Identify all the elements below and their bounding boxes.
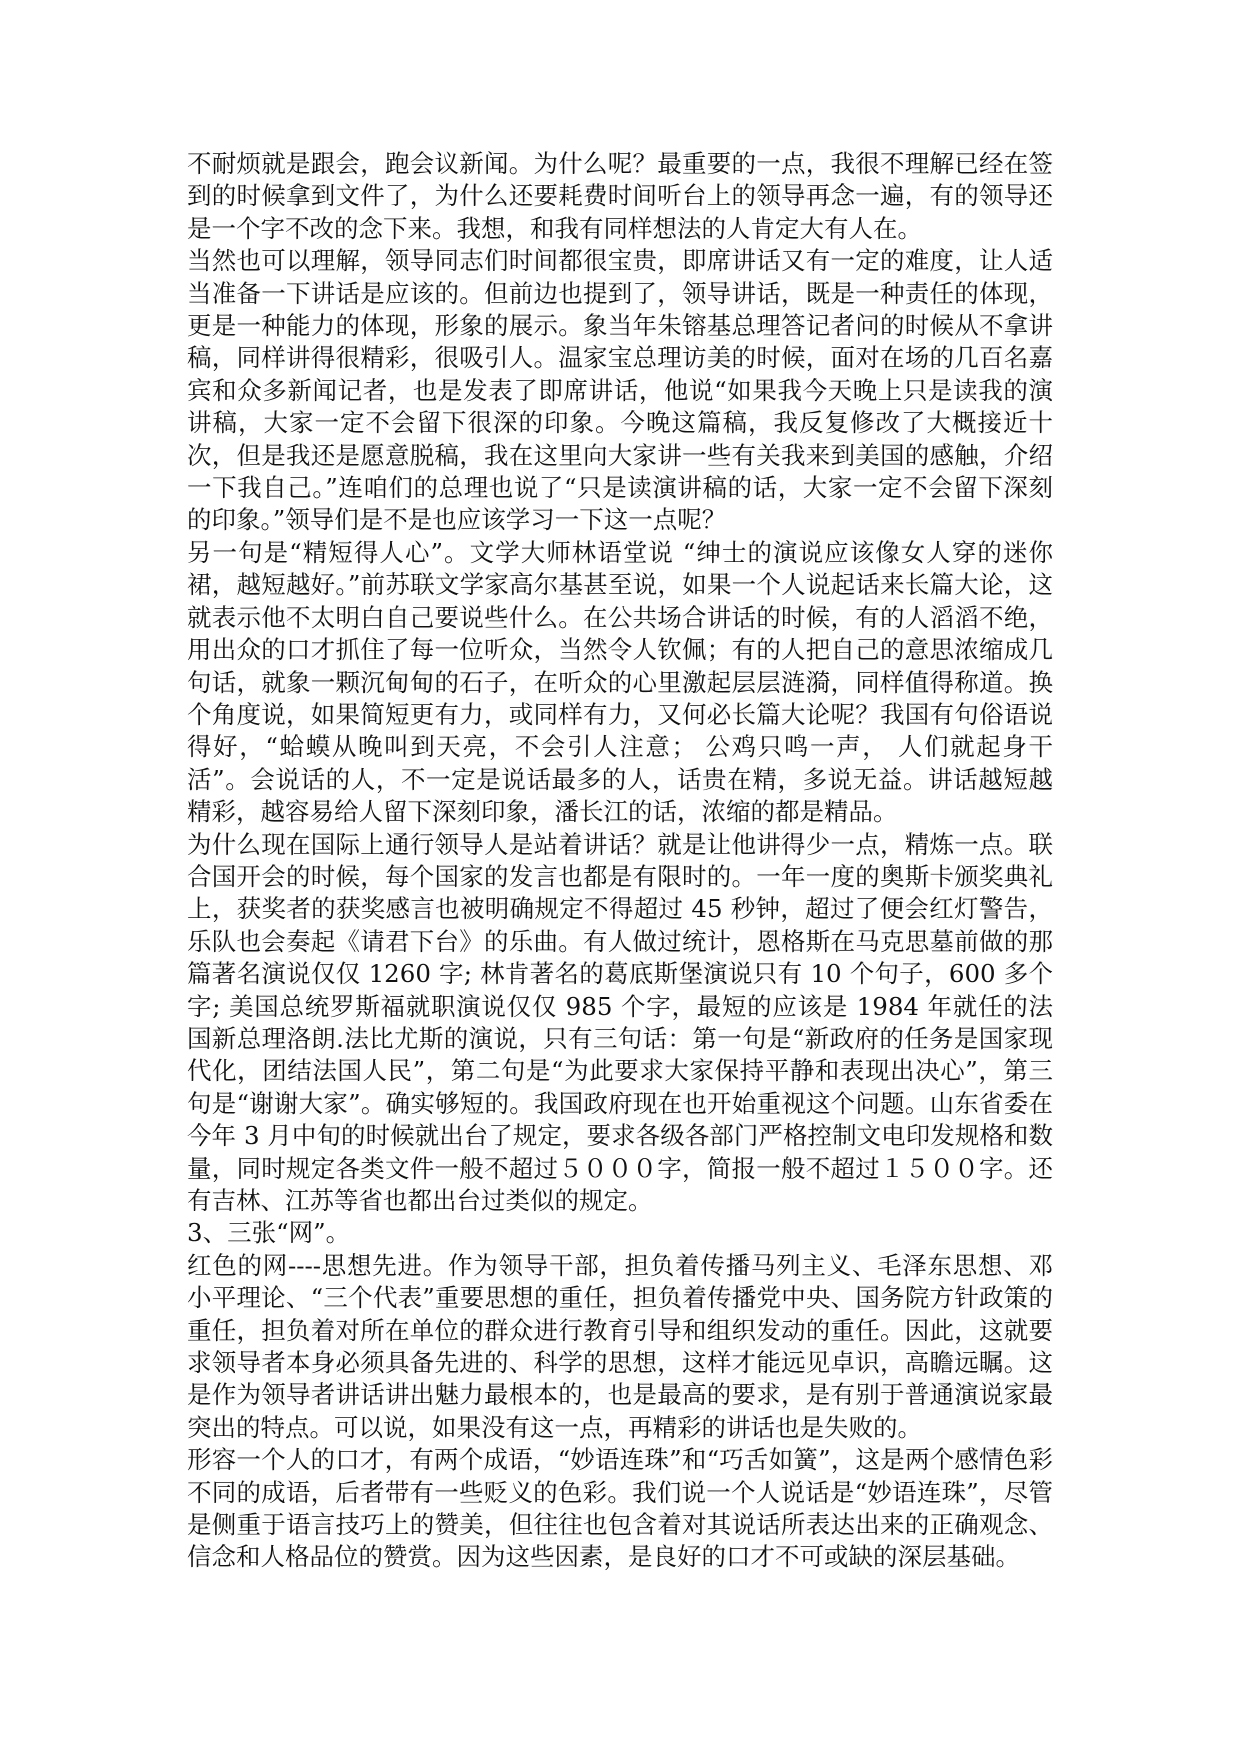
document-body	[187, 148, 1053, 1574]
paragraph: 形容一个人的口才，有两个成语，“妙语连珠”和“巧舌如簧”，这是两个感情色彩不同的成语，后者带有一些贬义的色彩。我们说一个人说话是“妙语连珠”，尽管是侧重于语言技巧上的赞美，但往往也包含着对其说话所表达出来的正确观念、信念和人格品位的赞赏。因为这些因素，是良好的口才不可或缺的深层基础。	[187, 1445, 1053, 1572]
paragraph: 为什么现在国际上通行领导人是站着讲话？就是让他讲得少一点，精炼一点。联合国开会的时候，每个国家的发言也都是有限时的。一年一度的奥斯卡颁奖典礼上，获奖者的获奖感言也被明确规定不得超过 45 秒钟，超过了便会红灯警告，乐队也会奏起《请君下台》的乐曲。有人做过统计，恩格斯在马克思墓前做的那篇著名演说仅仅 1260 字; 林肯著名的葛底斯堡演说只有 10 个句子，600 多个字; 美国总统罗斯福就职演说仅仅 985 个字，最短的应该是 1984 年就任的法国新总理洛朗.法比尤斯的演说，只有三句话：第一句是“新政府的任务是国家现代化，团结法国人民”，第二句是“为此要求大家保持平静和表现出决心”，第三句是“谢谢大家”。确实够短的。我国政府现在也开始重视这个问题。山东省委在今年 3 月中旬的时候就出台了规定，要求各级各部门严格控制文电印发规格和数量，同时规定各类文件一般不超过５０００字，简报一般不超过１５００字。还有吉林、江苏等省也都出台过类似的规定。	[187, 829, 1053, 1215]
paragraph: 另一句是“精短得人心”。文学大师林语堂说 “绅士的演说应该像女人穿的迷你裙，越短越好。”前苏联文学家高尔基甚至说，如果一个人说起话来长篇大论，这就表示他不太明白自己要说些什么。在公共场合讲话的时候，有的人滔滔不绝，用出众的口才抓住了每一位听众，当然令人钦佩；有的人把自己的意思浓缩成几句话，就象一颗沉甸甸的石子，在听众的心里激起层层涟漪，同样值得称道。换个角度说，如果简短更有力，或同样有力，又何必长篇大论呢？我国有句俗语说得好，“蛤蟆从晚叫到天亮，不会引人注意； 公鸡只鸣一声， 人们就起身干活”。会说话的人，不一定是说话最多的人，话贵在精，多说无益。讲话越短越精彩，越容易给人留下深刻印象，潘长江的话，浓缩的都是精品。	[187, 537, 1053, 827]
paragraph: 不耐烦就是跟会，跑会议新闻。为什么呢？最重要的一点，我很不理解已经在签到的时候拿到文件了，为什么还要耗费时间听台上的领导再念一遍，有的领导还是一个字不改的念下来。我想，和我有同样想法的人肯定大有人在。	[187, 149, 1053, 243]
paragraph: 当然也可以理解，领导同志们时间都很宝贵，即席讲话又有一定的难度，让人适当准备一下讲话是应该的。但前边也提到了，领导讲话，既是一种责任的体现，更是一种能力的体现，形象的展示。象当年朱镕基总理答记者问的时候从不拿讲稿，同样讲得很精彩，很吸引人。温家宝总理访美的时候，面对在场的几百名嘉宾和众多新闻记者，也是发表了即席讲话，他说“如果我今天晚上只是读我的演讲稿，大家一定不会留下很深的印象。今晚这篇稿，我反复修改了大概接近十次，但是我还是愿意脱稿，我在这里向大家讲一些有关我来到美国的感触，介绍一下我自己。”连咱们的总理也说了“只是读演讲稿的话，大家一定不会留下深刻的印象。”领导们是不是也应该学习一下这一点呢？	[187, 246, 1053, 535]
section-heading: 3、三张“网”。	[187, 1218, 351, 1248]
paragraph: 红色的网----思想先进。作为领导干部，担负着传播马列主义、毛泽东思想、邓小平理论、“三个代表”重要思想的重任，担负着传播党中央、国务院方针政策的重任，担负着对所在单位的群众进行教育引导和组织发动的重任。因此，这就要求领导者本身必须具备先进的、科学的思想，这样才能远见卓识，高瞻远瞩。这是作为领导者讲话讲出魅力最根本的，也是最高的要求，是有别于普通演说家最突出的特点。可以说，如果没有这一点，再精彩的讲话也是失败的。	[187, 1250, 1053, 1442]
